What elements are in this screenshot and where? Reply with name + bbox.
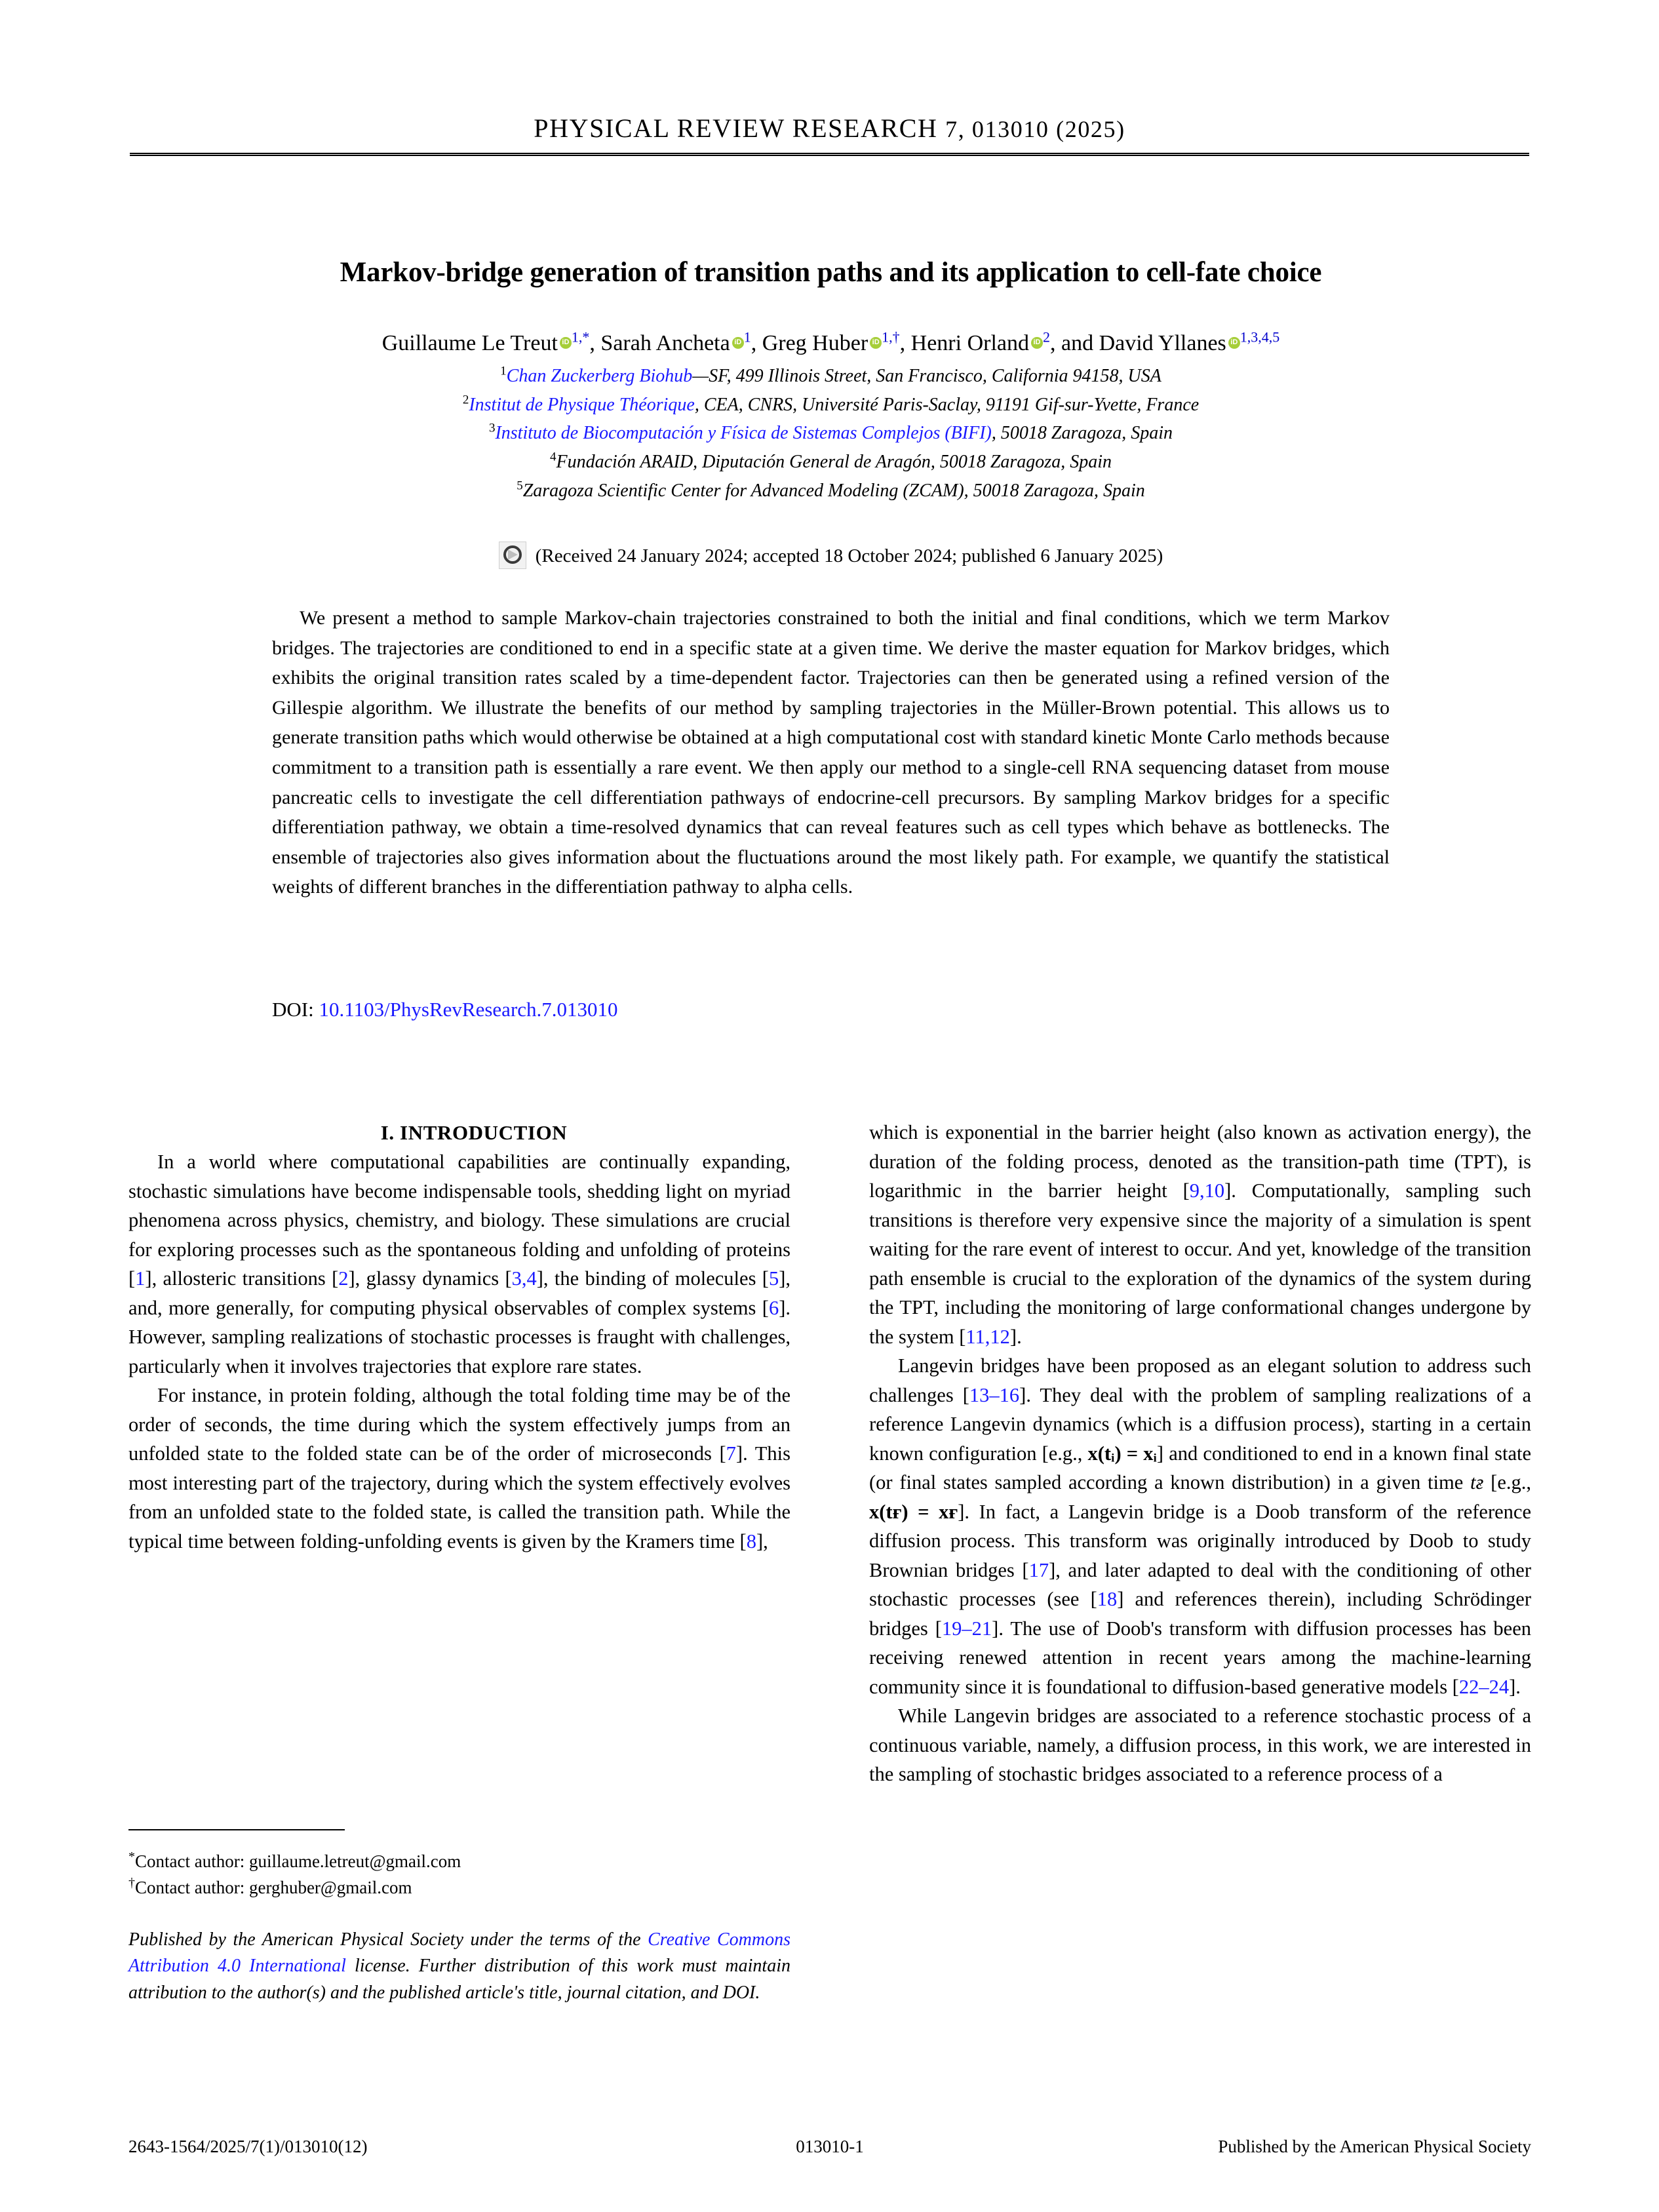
author-list [164, 328, 1498, 359]
journal-name: PHYSICAL REVIEW RESEARCH [534, 113, 938, 143]
paragraph-text: ]. However, sampling realizations of stochastic processes is fraught with challenges, particularly when it involves trajectories that explore rare states. [128, 1296, 790, 1377]
page-title: Markov-bridge generation of transition paths and its application to cell-fate choice [340, 257, 1322, 288]
author-sep: , [1049, 331, 1061, 355]
citation-ref[interactable]: 1 [135, 1267, 146, 1290]
license-statement [128, 1927, 790, 2007]
paragraph-text: ] and references therein), including Schrödinger bridges [ [869, 1588, 1531, 1640]
citation-ref[interactable]: 5 [768, 1267, 779, 1290]
citation-ref[interactable]: 2 [338, 1267, 349, 1290]
affiliation-number: 1 [500, 364, 507, 378]
footnote-rule [128, 1829, 345, 1830]
citation-ref[interactable]: 6 [768, 1296, 779, 1319]
citation-ref[interactable]: 19–21 [941, 1617, 992, 1640]
journal-header [130, 113, 1529, 144]
author-connector: and [1061, 331, 1094, 355]
author-affil-marks: 1,† [882, 328, 900, 346]
affiliation-item [197, 391, 1465, 420]
orcid-icon[interactable] [1031, 337, 1043, 349]
affiliation-rest: —SF, 499 Illinois Street, San Francisco, California 94158, USA [692, 366, 1161, 386]
author-sep: , [751, 331, 762, 355]
publication-dates: (Received 24 January 2024; accepted 18 October 2024; published 6 January 2025) [535, 545, 1163, 566]
math-expression: x(tᵢ) = xᵢ [1087, 1442, 1157, 1465]
column-left [128, 1118, 790, 1556]
section-heading: I. INTRODUCTION [380, 1121, 568, 1144]
affiliation-list [197, 362, 1465, 505]
affiliation-rest: Zaragoza Scientific Center for Advanced Modeling (ZCAM), 50018 Zaragoza, Spain [522, 480, 1145, 501]
author-entry [910, 328, 1050, 355]
paragraph-text: ], and, more generally, for computing physical observables of complex systems [ [128, 1267, 790, 1319]
footer-publisher: Published by the American Physical Society [1218, 2137, 1531, 2156]
paragraph-text: ]. This most interesting part of the trajectory, during which the system effectively evolves from an unfolded state to the folded state, is called the transition path. While the typical time between folding-unfolding events is given by the Kramers time [ [128, 1442, 790, 1552]
paragraph-text: For instance, in protein folding, although the total folding time may be of the order of seconds, the time during which the system effectively jumps from an unfolded state to the folded state can be of the order of microseconds [ [128, 1384, 790, 1465]
affiliation-item [197, 419, 1465, 448]
paragraph-text: ]. [1509, 1675, 1521, 1698]
paragraph-text: which is exponential in the barrier height (also known as activation energy), the duration of the folding process, denoted as the transition-path time (TPT), is logarithmic in the barrier height [ [869, 1121, 1531, 1202]
paragraph-text: [e.g., [1483, 1471, 1531, 1494]
affiliation-number: 4 [550, 450, 556, 464]
author-entry [600, 328, 751, 355]
citation-ref[interactable]: 3,4 [511, 1267, 537, 1290]
math-expression: x(tғ) = xғ [869, 1500, 958, 1523]
affiliation-link[interactable]: Instituto de Biocomputación y Física de Sistemas Complejos (BIFI) [495, 423, 992, 444]
author-name: Greg Huber [762, 331, 869, 355]
affiliation-number: 5 [517, 479, 523, 493]
journal-volume-issue: 7, 013010 (2025) [945, 116, 1125, 142]
doi-line [272, 998, 618, 1021]
author-affil-marks: 1 [743, 328, 751, 346]
orcid-icon[interactable] [732, 337, 744, 349]
paragraph-text: ]. They deal with the problem of sampling realizations of a reference Langevin dynamics (which is a diffusion process), starting in a certain known configuration [e.g., [869, 1383, 1532, 1465]
doi-link[interactable]: 10.1103/PhysRevResearch.7.013010 [319, 998, 618, 1021]
paragraph-text: ], the binding of molecules [ [536, 1267, 769, 1290]
author-name: Guillaume Le Treut [381, 331, 558, 355]
paragraph-text: ]. In fact, a Langevin bridge is a Doob transform of the reference diffusion process. This transform was originally introduced by Doob to study Brownian bridges [ [869, 1500, 1531, 1581]
author-affil-marks: 2 [1042, 328, 1050, 346]
footnote-item [128, 1849, 790, 1874]
journal-running-head [130, 113, 1529, 144]
author-entry [762, 328, 900, 355]
footnote-item [128, 1875, 790, 1900]
citation-ref[interactable]: 8 [746, 1530, 756, 1552]
affiliation-rest: , 50018 Zaragoza, Spain [991, 423, 1173, 444]
affiliation-number: 2 [462, 393, 469, 407]
doi-label: DOI: [272, 998, 314, 1021]
affiliation-link[interactable]: Institut de Physique Théorique [469, 394, 695, 415]
license-link[interactable]: Creative Commons Attribution 4.0 International [128, 1929, 791, 1977]
author-sep: , [589, 331, 601, 355]
citation-ref[interactable]: 9,10 [1189, 1179, 1225, 1202]
author-sep: , [899, 331, 911, 355]
paragraph-text: While Langevin bridges are associated to a reference stochastic process of a continuous variable, namely, a diffusion process, in this work, we are interested in the sampling of stochastic bridges associated to a reference process of a [869, 1705, 1531, 1786]
publication-dates-row [197, 542, 1465, 569]
author-name: Sarah Ancheta [600, 331, 730, 355]
citation-ref[interactable]: 13–16 [969, 1383, 1020, 1406]
paragraph-text: ], glassy dynamics [ [348, 1267, 512, 1290]
orcid-icon[interactable] [1228, 337, 1240, 349]
affiliation-item [197, 362, 1465, 391]
column-right [869, 1118, 1531, 1789]
orcid-icon[interactable] [560, 337, 572, 349]
license-before: Published by the American Physical Society under the terms of the [128, 1929, 648, 1950]
paragraph-text: In a world where computational capabilities are continually expanding, stochastic simulations have become indispensable tools, shedding light on myriad phenomena across physics, chemistry, and biology. These simulations are crucial for exploring processes such as the spontaneous folding and unfolding of proteins [ [128, 1151, 790, 1290]
citation-ref[interactable]: 11,12 [966, 1325, 1010, 1348]
citation-ref[interactable]: 18 [1097, 1588, 1118, 1611]
affiliation-number: 3 [488, 422, 496, 436]
orcid-icon[interactable] [870, 337, 882, 349]
citation-ref[interactable]: 7 [726, 1442, 736, 1465]
paragraph-text: Langevin bridges have been proposed as an elegant solution to address such challenges [ [869, 1354, 1531, 1406]
paragraph [869, 1118, 1531, 1351]
paragraph [128, 1381, 790, 1556]
author-name: Henri Orland [910, 331, 1029, 355]
paragraph-text: ] and conditioned to end in a known final state (or final states sampled according a known distribution) in a given time [869, 1442, 1531, 1494]
footnote-marker: * [128, 1849, 135, 1864]
author-entry [1093, 328, 1280, 355]
abstract [272, 603, 1390, 902]
citation-ref[interactable]: 22–24 [1458, 1675, 1510, 1698]
paragraph [128, 1147, 790, 1381]
footnote-marker: † [128, 1876, 135, 1891]
paragraph-text: ], and later adapted to deal with the conditioning of other stochastic processes (see [ [869, 1558, 1531, 1611]
affiliation-link[interactable]: Chan Zuckerberg Biohub [506, 366, 693, 386]
author-entry [381, 328, 590, 355]
footnote-block [128, 1829, 790, 2006]
paragraph-text: ], [756, 1530, 768, 1552]
check-for-updates-icon[interactable] [499, 542, 526, 569]
page-footer [128, 2137, 1531, 2157]
footnote-text: Contact author: gerghuber@gmail.com [135, 1878, 412, 1898]
header-rule [130, 153, 1529, 156]
author-affil-marks: 1,3,4,5 [1239, 328, 1280, 346]
abstract-text: We present a method to sample Markov-chain trajectories constrained to both the initial and final conditions, which we term Markov bridges. The trajectories are conditioned to end in a specific state at a given time. We derive the master equation for Markov bridges, which exhibits the original transition rates scaled by a time-dependent factor. Trajectories can then be generated using a refined version of the Gillespie algorithm. We illustrate the benefits of our method by sampling trajectories in the Müller-Brown potential. This allows us to generate transition paths which would otherwise be obtained at a high computational cost with standard kinetic Monte Carlo methods because commitment to a transition path is essentially a rare event. We then apply our method to a single-cell RNA sequencing dataset from mouse pancreatic cells to investigate the cell differentiation pathways of endocrine-cell precursors. By sampling Markov bridges for a specific differentiation pathway, we obtain a time-resolved dynamics that can reveal features such as cell types which behave as bottlenecks. The ensemble of trajectories also gives information about the fluctuations around the most likely path. For example, we quantify the statistical weights of different branches in the differentiation pathway to alpha cells. [272, 607, 1390, 898]
paragraph-text: ]. [1009, 1325, 1022, 1348]
author-name: David Yllanes [1099, 331, 1226, 355]
license-after: license. Further distribution of this work must maintain attribution to the author(s) and the published article's title, journal citation, and DOI. [128, 1956, 790, 2003]
paragraph-text: ], allosteric transitions [ [145, 1267, 339, 1290]
affiliation-rest: Fundación ARAID, Diputación General de Aragón, 50018 Zaragoza, Spain [556, 452, 1112, 473]
paragraph-text: ]. The use of Doob's transform with diffusion processes has been receiving renewed attention in recent years among the machine-learning community since it is foundational to diffusion-based generative models [ [869, 1617, 1531, 1698]
paragraph-text: ]. Computationally, sampling such transitions is therefore very expensive since the majority of a simulation is spent waiting for the rare event of interest to occur. And yet, knowledge of the transition path ensemble is crucial to the exploration of the dynamics of the system during the TPT, including the monitoring of large conformational changes undergone by the system [ [869, 1179, 1531, 1348]
affiliation-rest: , CEA, CNRS, Université Paris-Saclay, 91191 Gif-sur-Yvette, France [694, 394, 1200, 415]
affiliation-item [197, 448, 1465, 477]
affiliation-item [197, 477, 1465, 505]
author-affil-marks: 1,* [571, 328, 590, 346]
footnote-text: Contact author: guillaume.letreut@gmail.com [135, 1851, 461, 1871]
paragraph [869, 1701, 1531, 1789]
citation-ref[interactable]: 17 [1028, 1558, 1049, 1581]
footer-issn: 2643-1564/2025/7(1)/013010(12) [128, 2137, 368, 2156]
paragraph [869, 1351, 1531, 1701]
footer-page-number: 013010-1 [796, 2137, 864, 2156]
math-expression: tғ [1470, 1471, 1484, 1494]
